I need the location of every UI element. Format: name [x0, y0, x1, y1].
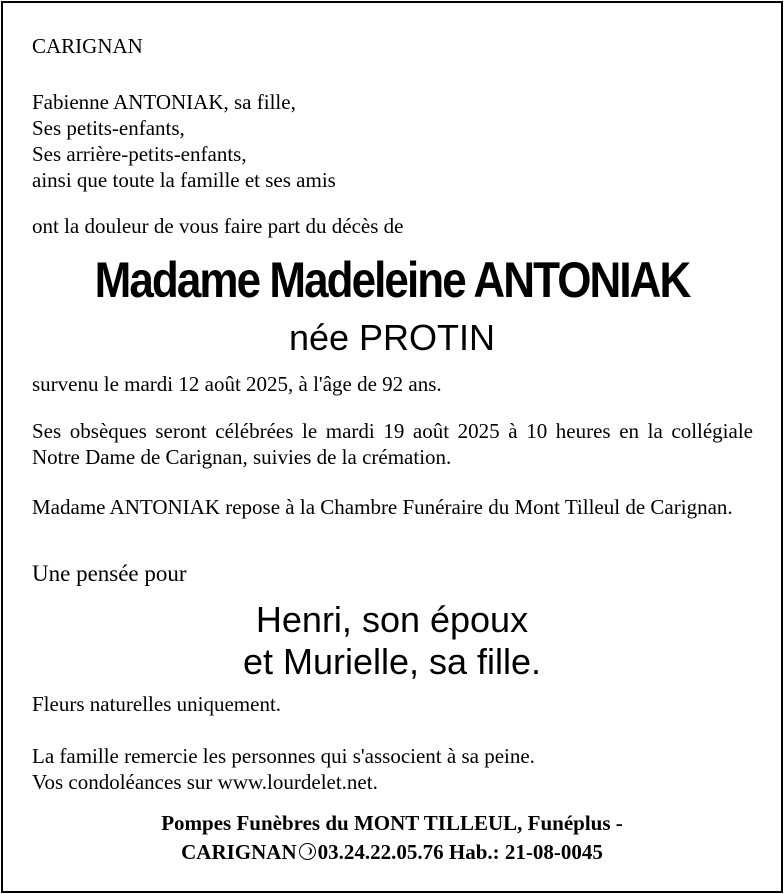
town-header	[32, 33, 753, 59]
thought-intro-text: Une pensée pour	[32, 561, 187, 586]
family-line: Fabienne ANTONIAK, sa fille,	[32, 90, 296, 114]
funeral-info: Ses obsèques seront célébrées le mardi 19 août 2025 à 10 heures en la collégiale Notre Dame de Carignan, suivies de la crémation.	[32, 419, 753, 469]
family-line: ainsi que toute la famille et ses amis	[32, 168, 336, 192]
announcement	[32, 213, 753, 239]
family-list	[32, 89, 753, 193]
announcement-text: ont la douleur de vous faire part du décès de	[32, 214, 404, 238]
family-line: Ses petits-enfants,	[32, 116, 185, 140]
thanks-block	[32, 743, 753, 795]
funeral-home-contact	[3, 838, 781, 867]
family-line: Ses arrière-petits-enfants,	[32, 142, 247, 166]
flowers-note	[32, 691, 753, 717]
funeral-home	[3, 809, 781, 867]
town-name: CARIGNAN	[32, 34, 143, 58]
thanks-line: La famille remercie les personnes qui s'associent à sa peine.	[32, 744, 535, 768]
funeral-home-name: Pompes Funèbres du MONT TILLEUL, Funéplus -	[161, 811, 623, 835]
funeral-home-license: Hab.: 21-08-0045	[448, 840, 603, 864]
death-text: survenu le mardi 12 août 2025, à l'âge de 92 ans.	[32, 372, 442, 396]
thought-intro	[32, 560, 753, 588]
flowers-text: Fleurs naturelles uniquement.	[32, 692, 282, 716]
obituary-notice	[1, 1, 783, 893]
thought-line: Henri, son époux	[255, 599, 529, 640]
maiden-name: née PROTIN	[288, 317, 496, 358]
phone-icon	[299, 843, 316, 860]
thanks-line: Vos condoléances sur www.lourdelet.net.	[32, 770, 378, 794]
death-info	[32, 371, 753, 397]
thought-names	[3, 599, 781, 683]
deceased-name: Madame Madeleine ANTONIAK	[94, 252, 690, 308]
resting-info: Madame ANTONIAK repose à la Chambre Funéraire du Mont Tilleul de Carignan.	[32, 495, 733, 519]
funeral-home-town: CARIGNAN	[181, 840, 297, 864]
thought-line: et Murielle, sa fille.	[242, 641, 542, 682]
funeral-home-phone: 03.24.22.05.76	[317, 840, 444, 864]
